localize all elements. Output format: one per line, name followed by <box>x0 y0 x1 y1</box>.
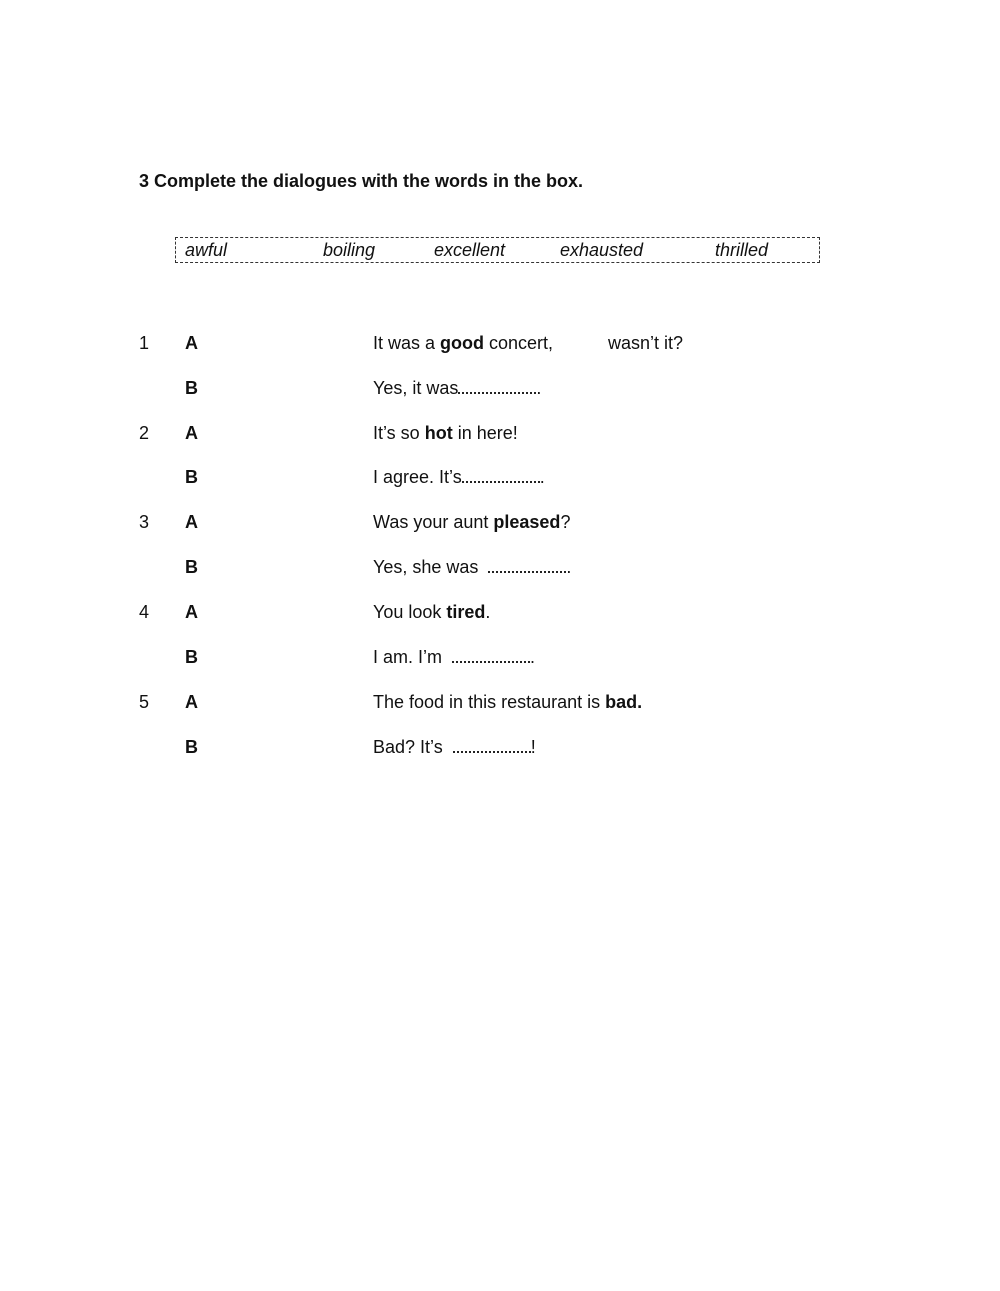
key-word: tired <box>446 602 486 622</box>
key-word: good <box>440 333 485 353</box>
word-box-item: exhausted <box>560 240 644 260</box>
key-word: pleased <box>493 512 561 532</box>
dialogue-3-line-a <box>0 512 1000 538</box>
dialogue-4-line-b <box>0 647 1000 673</box>
dialogue-1-line-a <box>0 333 1000 359</box>
dialogue-text: Was your aunt pleased? <box>373 512 571 532</box>
answer-blank[interactable] <box>452 647 530 663</box>
dialogue-5-line-a <box>0 692 1000 718</box>
word-box <box>175 237 820 263</box>
key-word: hot <box>424 423 453 443</box>
speaker-label: B <box>185 647 198 667</box>
dialogue-4-line-a <box>0 602 1000 628</box>
dialogue-text: I agree. It’s . <box>373 467 545 487</box>
dialogue-number: 2 <box>139 423 150 443</box>
speaker-label: A <box>185 333 198 353</box>
word-box-item: excellent <box>434 240 506 260</box>
dialogue-2-line-a <box>0 423 1000 449</box>
speaker-label: A <box>185 423 198 443</box>
speaker-label: B <box>185 378 198 398</box>
answer-blank[interactable] <box>453 737 531 753</box>
dialogue-number: 5 <box>139 692 150 712</box>
key-word: bad. <box>605 692 643 712</box>
dialogue-3-line-b <box>0 557 1000 583</box>
question-tag: wasn’t it? <box>608 333 684 353</box>
dialogue-text: Yes, she was . <box>373 557 572 577</box>
answer-blank[interactable] <box>462 467 540 483</box>
dialogue-number: 4 <box>139 602 150 622</box>
dialogue-2-line-b <box>0 467 1000 493</box>
exercise-instruction: 3 Complete the dialogues with the words in the box. <box>139 171 584 191</box>
speaker-label: A <box>185 512 198 532</box>
speaker-label: B <box>185 557 198 577</box>
dialogue-5-line-b <box>0 737 1000 763</box>
answer-blank[interactable] <box>488 557 566 573</box>
word-box-item: thrilled <box>715 240 769 260</box>
word-box-item: awful <box>185 240 228 260</box>
dialogue-1-line-b <box>0 378 1000 404</box>
word-box-item: boiling <box>323 240 376 260</box>
dialogue-text: You look tired. <box>373 602 491 622</box>
dialogue-text: The food in this restaurant is bad. <box>373 692 643 712</box>
speaker-label: A <box>185 602 198 622</box>
dialogue-text: It’s so hot in here! <box>373 423 518 443</box>
speaker-label: B <box>185 467 198 487</box>
dialogue-text: Yes, it was . <box>373 378 542 398</box>
dialogue-number: 1 <box>139 333 150 353</box>
dialogue-text: I am. I’m . <box>373 647 536 667</box>
speaker-label: B <box>185 737 198 757</box>
dialogue-number: 3 <box>139 512 150 532</box>
dialogue-text: Bad? It’s ! <box>373 737 536 757</box>
dialogue-text: It was a good concert, <box>373 333 554 353</box>
speaker-label: A <box>185 692 198 712</box>
answer-blank[interactable] <box>458 378 536 394</box>
